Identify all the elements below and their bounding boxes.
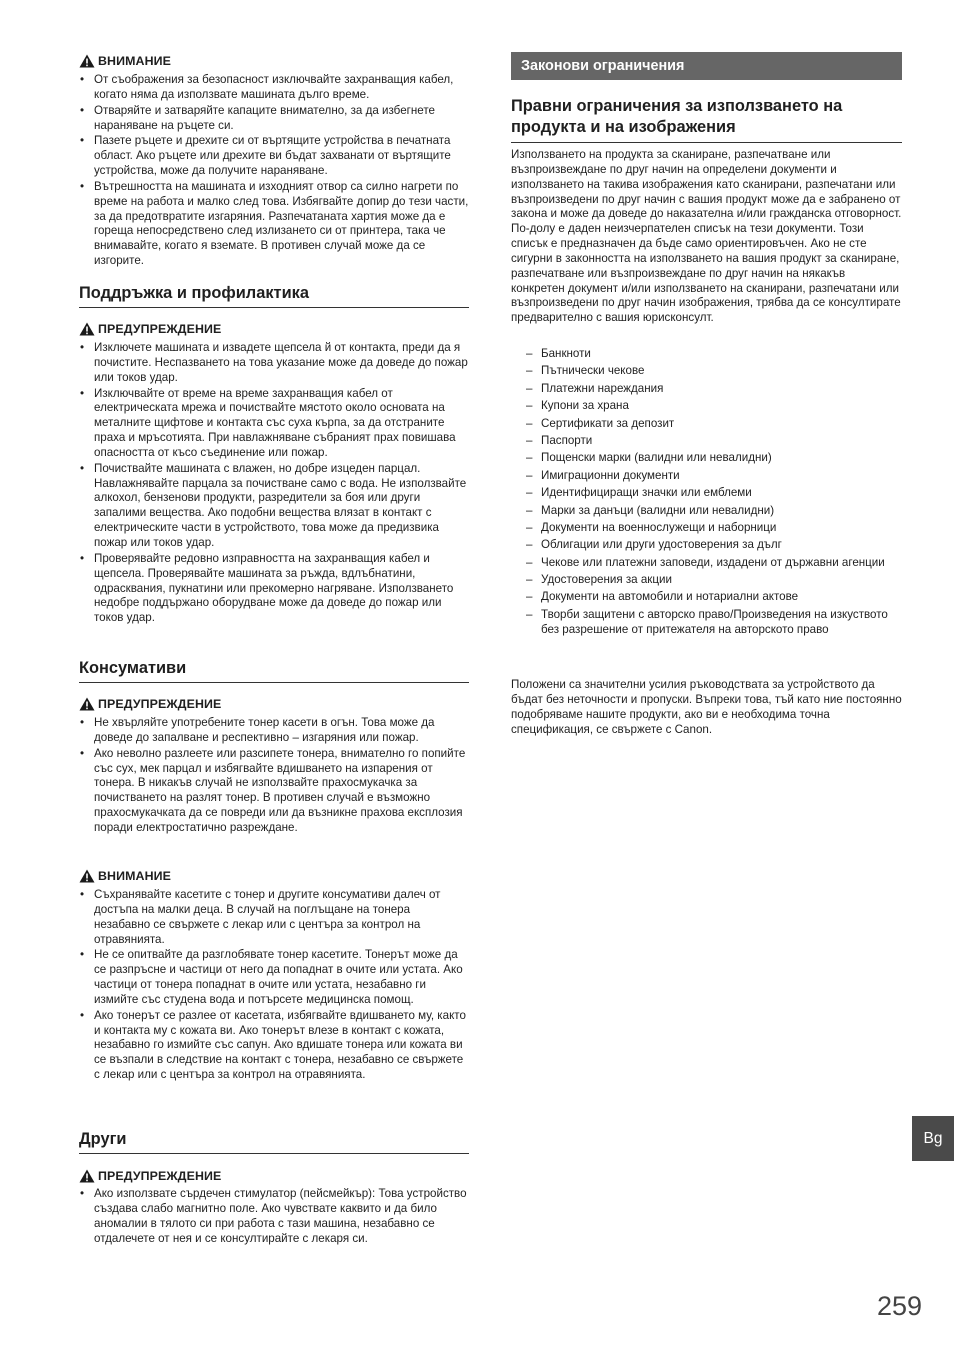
warning-triangle-icon: [79, 54, 95, 68]
list-item: • Ако тонерът се разлее от касетата, избягвайте вдишването му, както и контакта му с кожата ви. Ако тонерът влезе в контакт с кожата, незабавно го измийте със сапун. Ако вдишате тонера или кожата ви се възпали в следствие на контакт с тонера, незабавно се свържете с лекар или с центъра за контрол на отравянията.: [79, 1009, 469, 1083]
list-item: • Изключвайте от време на време захранващия кабел от електрическата мрежа и почиствайте мястото около основата на металните щифтове и контакта със суха кърпа, за да отстраните праха и мръсотията. При навлажняване събраният прах повишава опасността от късо съединение или пожар.: [79, 387, 469, 461]
list-item: – Чекове или платежни заповеди, издадени от държавни агенции: [511, 556, 902, 571]
list-item: • Не хвърляйте употребените тонер касети в огън. Това може да доведе до запалване и респективно – изгаряния или пожар.: [79, 716, 469, 746]
list-item: • Не се опитвайте да разглобявате тонер касетите. Тонерът може да се разпръсне и частици от него да попаднат в очите или устата. Ако частици от тонера попаднат в очите или устата, незабавно ги измийте със студена вода и потърсете медицинска помощ.: [79, 948, 469, 1007]
list-item: • Изключете машината и извадете щепсела й от контакта, преди да я почистите. Неспазването на това указание може да доведе до пожар или токов удар.: [79, 341, 469, 386]
section-bar: Законови ограничения: [511, 52, 902, 80]
list-item: – Пощенски марки (валидни или невалидни): [511, 451, 902, 466]
caution-label: ВНИМАНИЕ: [98, 869, 171, 883]
warning-heading: [79, 696, 221, 712]
section-title-maintenance: Поддръжка и профилактика: [79, 284, 469, 308]
warning-heading: [79, 1168, 221, 1184]
list-item: – Облигации или други удостоверения за дълг: [511, 538, 902, 553]
list-item: • Вътрешността на машината и изходният отвор са силно нагрети по време на работа и малко след това. Избягвайте допир до тези части, за да предотвратите изгаряния. Разпечатаната хартия може да е гореща непосредствено след излизането си от принтера, така че внимавайте, когато я вземате. В противен случай може да се изгорите.: [79, 180, 469, 269]
intro-paragraph: Използването на продукта за сканиране, разпечатване или възпроизвеждане по друг начин на определени документи и използването на такива изображения като сканирани, разпечатани или възпроизведени по друг начин с вашия продукт може да е забранено от закона и може да доведе до наказателна и/или гражданска отговорност. По-долу е даден неизчерпателен списък на тези документи. Този списък е предназначен да бъде само ориентировъчен. Ако не сте сигурни в законността на използването на вашия продукт за сканиране, разпечатване или възпроизвеждане по друг начин на някакъв конкретен документ и/или използването на сканирани, разпечатани или възпроизведени по друг начин изображения, трябва да се консултирате предварително с вашия юрисконсулт.: [511, 148, 902, 325]
list-item: – Платежни нареждания: [511, 382, 902, 397]
page-title: Правни ограничения за използването на продукта и на изображения: [511, 96, 902, 143]
list-item: – Паспорти: [511, 434, 902, 449]
others-list: [79, 1187, 469, 1247]
list-item: – Купони за храна: [511, 399, 902, 414]
warning-label: ПРЕДУПРЕЖДЕНИЕ: [98, 1169, 222, 1183]
caution-heading: [79, 868, 171, 884]
list-item: – Творби защитени с авторско право/Произведения на изкуството без разрешение от притежателя на авторското право: [511, 608, 902, 638]
list-item: – Марки за данъци (валидни или невалидни): [511, 504, 902, 519]
list-item: • От съображения за безопасност изключвайте захранващия кабел, когато няма да използвате машината дълго време.: [79, 73, 469, 103]
warning-triangle-icon: [79, 1169, 95, 1183]
list-item: – Сертификати за депозит: [511, 417, 902, 432]
list-item: • Почиствайте машината с влажен, но добре изцеден парцал. Навлажнявайте парцала за почистване само с вода. Не използвайте алкохол, бензенови продукти, разредители за боя или други запалими вещества. Ако подобни вещества влязат в контакт с електрическите части в устройството, това може да предизвика пожар или токов удар.: [79, 462, 469, 551]
outro-paragraph: Положени са значителни усилия ръководствата за устройството да бъдат без неточности и пропуски. Въпреки това, тъй като ние постоянно подобряваме нашите продукти, ако ви е необходима точна спецификация, се свържете с Canon.: [511, 678, 902, 736]
warning-triangle-icon: [79, 697, 95, 711]
documents-list: [511, 347, 902, 640]
warning-heading: [79, 321, 221, 337]
list-item: – Документи на автомобили и нотариални актове: [511, 590, 902, 605]
section-title-consumables: Консумативи: [79, 659, 469, 683]
list-item: – Удостоверения за акции: [511, 573, 902, 588]
list-item: • Отваряйте и затваряйте капаците внимателно, за да избегнете нараняване на ръцете си.: [79, 104, 469, 134]
list-item: • Проверявайте редовно изправността на захранващия кабел и щепсела. Проверявайте машината за ръжда, вдлъбнатини, одрасквания, пукнатини или прекомерно нагряване. Използването недобре поддържано оборудване може да доведе до пожар или токов удар.: [79, 552, 469, 626]
list-item: – Документи на военнослужещи и наборници: [511, 521, 902, 536]
list-item: – Имиграционни документи: [511, 469, 902, 484]
list-item: • Пазете ръцете и дрехите си от въртящите устройства в печатната област. Ако ръцете или дрехите ви бъдат захванати от въртящите устройства, може да получите нараняване.: [79, 134, 469, 179]
section-title-others: Други: [79, 1130, 469, 1154]
warning-label: ПРЕДУПРЕЖДЕНИЕ: [98, 697, 222, 711]
warning-triangle-icon: [79, 322, 95, 336]
consumables-caution-list: [79, 888, 469, 1084]
warning-label: ПРЕДУПРЕЖДЕНИЕ: [98, 322, 222, 336]
caution-list: [79, 73, 469, 270]
list-item: – Идентифициращи значки или емблеми: [511, 486, 902, 501]
maintenance-list: [79, 341, 469, 627]
page-number: 259: [876, 1291, 922, 1321]
list-item: – Пътнически чекове: [511, 364, 902, 379]
list-item: • Ако използвате сърдечен стимулатор (пейсмейкър): Това устройство създава слабо магнитно поле. Ако чувствате каквито и да било аномалии в тялото си при работа с тази машина, незабавно се отдалечете от нея и се консултирайте с лекаря си.: [79, 1187, 469, 1246]
warning-triangle-icon: [79, 869, 95, 883]
list-item: – Банкноти: [511, 347, 902, 362]
caution-heading: [79, 53, 171, 69]
language-tab: Bg: [912, 1116, 954, 1161]
list-item: • Ако неволно разлеете или разсипете тонера, внимателно го попийте със сух, мек парцал и избягвайте вдишването на изпарения от тонера. В никакъв случай не използвайте прахосмукачка за почистването на разлят тонер. В противен случай е възможно прахосмукачката да се повреди или да възникне прахова експлозия поради електростатично разреждане.: [79, 747, 469, 836]
consumables-warning-list: [79, 716, 469, 837]
list-item: • Съхранявайте касетите с тонер и другите консумативи далеч от достъпа на малки деца. В случай на поглъщане на тонера незабавно се свържете с лекар или с центъра за контрол на отравянията.: [79, 888, 469, 947]
caution-label: ВНИМАНИЕ: [98, 54, 171, 68]
